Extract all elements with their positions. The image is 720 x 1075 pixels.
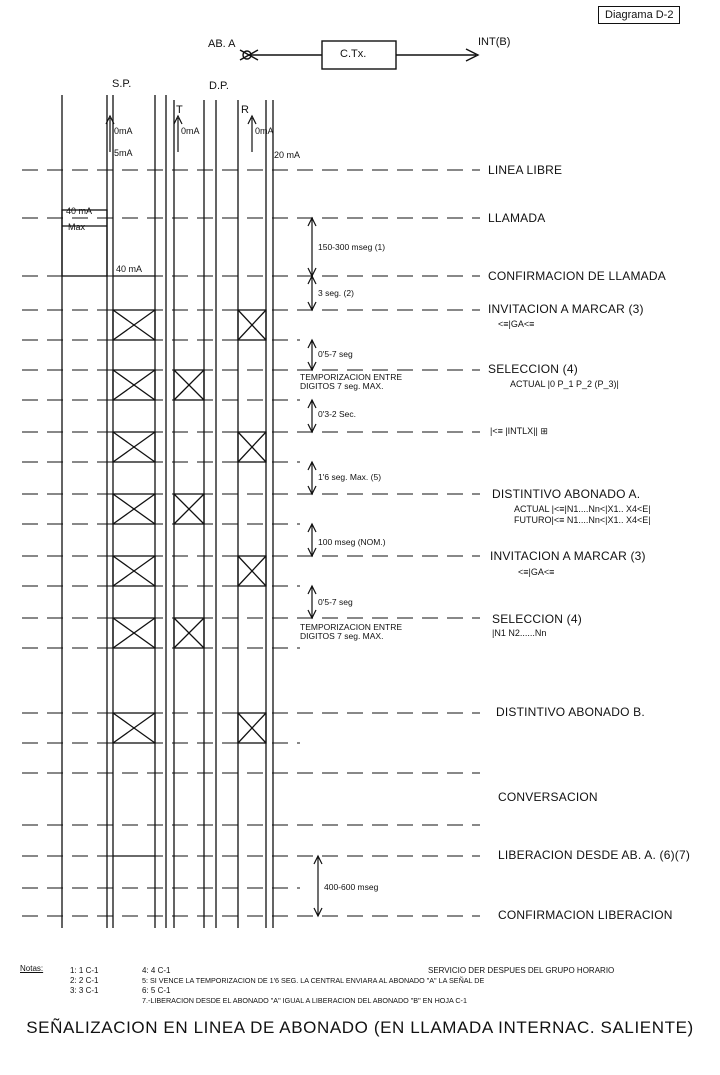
- timing-05-7-b: 0'5-7 seg: [318, 597, 353, 607]
- event-invitacion-marcar-1: INVITACION A MARCAR (3): [488, 302, 644, 316]
- timing-16seg: 1'6 seg. Max. (5): [318, 472, 382, 482]
- event-distintivo-b: DISTINTIVO ABONADO B.: [496, 705, 645, 719]
- column-lines: [62, 95, 273, 928]
- timing-3seg: 3 seg. (2): [318, 288, 354, 298]
- r-zero-label: 0mA: [255, 126, 274, 136]
- state-lines: [22, 170, 480, 916]
- note-service: SERVICIO DER DESPUES DEL GRUPO HORARIO: [428, 966, 615, 975]
- sp-zero-label: 0mA: [114, 126, 133, 136]
- timing-400-600: 400-600 mseg: [324, 882, 379, 892]
- event-invitacion-marcar-2: INVITACION A MARCAR (3): [490, 549, 646, 563]
- event-seleccion-2: SELECCION (4): [492, 612, 582, 626]
- event-dist-actual: ACTUAL |<≡|N1....Nn<|X1.. X4<E|: [514, 504, 651, 514]
- column-dp-label: D.P.: [209, 80, 229, 92]
- event-linea-libre: LINEA LIBRE: [488, 163, 563, 177]
- sp-max-label: Max: [68, 222, 86, 232]
- crossed-boxes: [113, 310, 266, 743]
- notes-heading: Notas:: [20, 964, 44, 973]
- timing-brackets: [308, 218, 322, 916]
- column-sp-label: S.P.: [112, 78, 132, 90]
- timing-100mseg: 100 mseg (NOM.): [318, 537, 386, 547]
- note-6: 6: 5 C-1: [142, 986, 171, 995]
- event-intl-sub: |<≡ |INTLX|| ⊞: [490, 426, 548, 436]
- diagram-title: SEÑALIZACION EN LINEA DE ABONADO (EN LLAMADA INTERNAC. SALIENTE): [26, 1018, 694, 1037]
- timing-05-7-a: 0'5-7 seg: [318, 349, 353, 359]
- flow-destination-label: INT(B): [478, 36, 511, 48]
- event-seleccion-1: SELECCION (4): [488, 362, 578, 376]
- note-4: 4: 4 C-1: [142, 966, 171, 975]
- event-distintivo-a: DISTINTIVO ABONADO A.: [492, 487, 641, 501]
- event-liberacion: LIBERACION DESDE AB. A. (6)(7): [498, 848, 691, 862]
- event-dist-futuro: FUTURO|<≡ N1....Nn<|X1.. X4<E|: [514, 515, 651, 525]
- event-sel1-sub: ACTUAL |0 P_1 P_2 (P_3)|: [510, 379, 619, 389]
- sp-high-label: 40 mA: [66, 206, 93, 216]
- t-zero-label: 0mA: [181, 126, 200, 136]
- timing-temp-a: TEMPORIZACION ENTRE: [300, 372, 403, 382]
- sp-cont-label: 40 mA: [116, 264, 143, 274]
- event-confirmacion-liberacion: CONFIRMACION LIBERACION: [498, 908, 673, 922]
- column-t-label: T: [176, 104, 183, 116]
- sp-small-label: 5mA: [114, 148, 133, 158]
- event-llamada: LLAMADA: [488, 211, 546, 225]
- sp-current-pulses: [62, 210, 155, 856]
- event-inv2-sub: <≡|GA<≡: [518, 567, 555, 577]
- note-3: 3: 3 C-1: [70, 986, 99, 995]
- timing-temp-b: TEMPORIZACION ENTRE: [300, 622, 403, 632]
- r-big-label: 20 mA: [274, 150, 301, 160]
- note-1: 1: 1 C-1: [70, 966, 99, 975]
- flow-box-label: C.Tx.: [340, 48, 367, 60]
- timing-digitos-b: DIGITOS 7 seg. MAX.: [300, 631, 384, 641]
- event-confirmacion-llamada: CONFIRMACION DE LLAMADA: [488, 269, 666, 283]
- note-7: 7.-LIBERACION DESDE EL ABONADO "A" IGUAL A LIBERACION DEL ABONADO "B" EN HOJA C-1: [142, 996, 467, 1005]
- flow-origin-label: AB. A: [208, 38, 236, 50]
- timing-150-300: 150-300 mseg (1): [318, 242, 386, 252]
- timing-digitos-a: DIGITOS 7 seg. MAX.: [300, 381, 384, 391]
- event-conversacion: CONVERSACION: [498, 790, 598, 804]
- diagram-id-badge: Diagrama D-2: [598, 6, 680, 24]
- column-r-label: R: [241, 104, 249, 116]
- note-5: 5: SI VENCE LA TEMPORIZACION DE 1'6 SEG. LA CENTRAL ENVIARA AL ABONADO "A" LA SEÑAL DE: [142, 976, 485, 985]
- timing-03-2: 0'3-2 Sec.: [318, 409, 357, 419]
- event-sel2-sub: |N1 N2......Nn: [492, 628, 547, 638]
- event-inv1-sub: <≡|GA<≡: [498, 319, 535, 329]
- note-2: 2: 2 C-1: [70, 976, 99, 985]
